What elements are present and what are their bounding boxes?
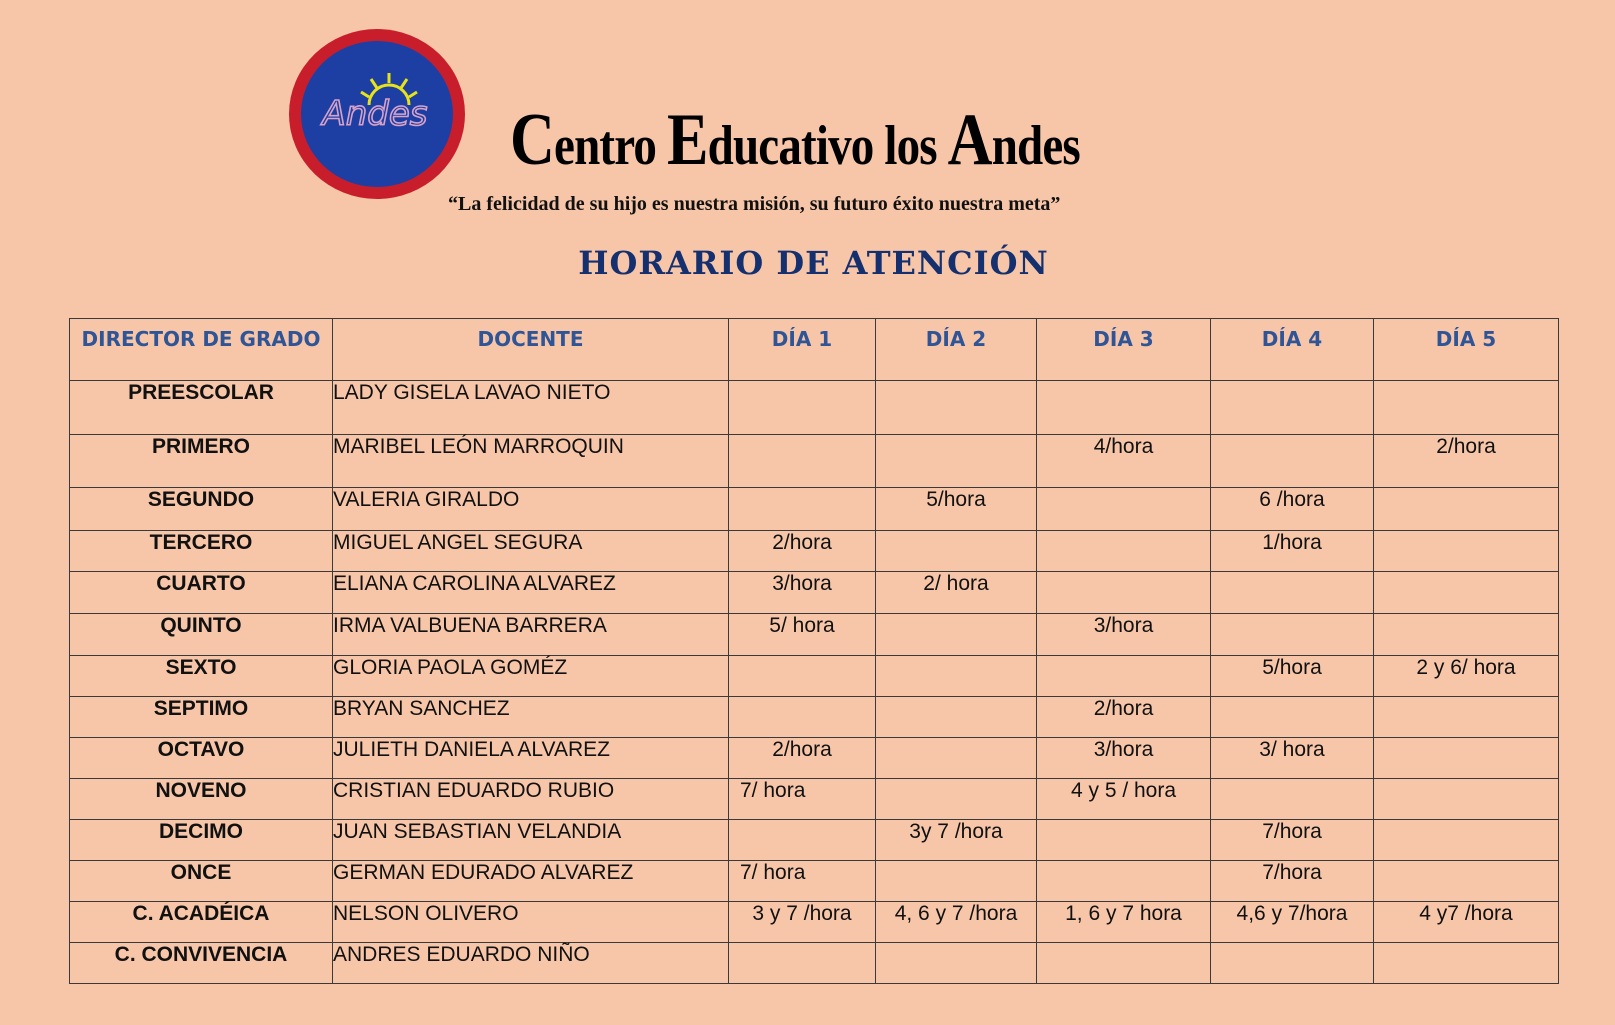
day-4-cell: 4,6 y 7/hora — [1211, 902, 1374, 943]
table-row — [70, 381, 1559, 435]
teacher-cell: ELIANA CAROLINA ALVAREZ — [333, 572, 729, 614]
teacher-cell: CRISTIAN EDUARDO RUBIO — [333, 779, 729, 820]
table-row — [70, 820, 1559, 861]
day-3-cell — [1037, 656, 1211, 697]
day-4-cell — [1211, 381, 1374, 435]
school-motto: “La felicidad de su hijo es nuestra misión, su futuro éxito nuestra meta” — [448, 193, 1061, 215]
day-1-cell: 5/ hora — [729, 614, 876, 656]
day-5-cell: 2 y 6/ hora — [1374, 656, 1559, 697]
day-5-cell: 4 y7 /hora — [1374, 902, 1559, 943]
table-row — [70, 614, 1559, 656]
day-1-cell: 3 y 7 /hora — [729, 902, 876, 943]
day-1-cell — [729, 656, 876, 697]
day-2-cell — [876, 435, 1037, 488]
day-3-cell — [1037, 943, 1211, 984]
day-3-cell: 4/hora — [1037, 435, 1211, 488]
day-3-cell — [1037, 820, 1211, 861]
day-2-cell — [876, 861, 1037, 902]
day-3-cell: 3/hora — [1037, 738, 1211, 779]
grade-cell: ONCE — [70, 861, 333, 902]
teacher-cell: JUAN SEBASTIAN VELANDIA — [333, 820, 729, 861]
teacher-cell: IRMA VALBUENA BARRERA — [333, 614, 729, 656]
column-header: DÍA 3 — [1037, 319, 1211, 381]
school-name: Centro Educativo los Andes — [510, 99, 1080, 181]
day-2-cell — [876, 697, 1037, 738]
day-1-cell: 2/hora — [729, 738, 876, 779]
day-1-cell — [729, 943, 876, 984]
day-5-cell — [1374, 738, 1559, 779]
day-3-cell — [1037, 488, 1211, 531]
day-4-cell — [1211, 614, 1374, 656]
day-1-cell — [729, 435, 876, 488]
day-4-cell: 6 /hora — [1211, 488, 1374, 531]
grade-cell: SEPTIMO — [70, 697, 333, 738]
teacher-cell: BRYAN SANCHEZ — [333, 697, 729, 738]
teacher-cell: MIGUEL ANGEL SEGURA — [333, 531, 729, 572]
grade-cell: QUINTO — [70, 614, 333, 656]
day-2-cell — [876, 656, 1037, 697]
day-2-cell: 3y 7 /hora — [876, 820, 1037, 861]
day-2-cell — [876, 943, 1037, 984]
table-row — [70, 531, 1559, 572]
day-4-cell — [1211, 435, 1374, 488]
day-4-cell: 7/hora — [1211, 861, 1374, 902]
school-logo — [285, 25, 469, 203]
teacher-cell: VALERIA GIRALDO — [333, 488, 729, 531]
day-1-cell: 2/hora — [729, 531, 876, 572]
day-4-cell — [1211, 943, 1374, 984]
day-3-cell: 2/hora — [1037, 697, 1211, 738]
day-2-cell: 2/ hora — [876, 572, 1037, 614]
column-header: DOCENTE — [333, 319, 729, 381]
grade-cell: CUARTO — [70, 572, 333, 614]
day-3-cell: 1, 6 y 7 hora — [1037, 902, 1211, 943]
day-1-cell: 3/hora — [729, 572, 876, 614]
grade-cell: TERCERO — [70, 531, 333, 572]
day-1-cell — [729, 488, 876, 531]
day-3-cell — [1037, 861, 1211, 902]
day-3-cell — [1037, 572, 1211, 614]
day-5-cell — [1374, 488, 1559, 531]
table-row — [70, 435, 1559, 488]
grade-cell: DECIMO — [70, 820, 333, 861]
teacher-cell: ANDRES EDUARDO NIÑO — [333, 943, 729, 984]
day-5-cell — [1374, 820, 1559, 861]
day-4-cell: 3/ hora — [1211, 738, 1374, 779]
day-2-cell — [876, 381, 1037, 435]
schedule-table — [69, 318, 1559, 984]
day-1-cell: 7/ hora — [729, 779, 876, 820]
grade-cell: C. ACADÉICA — [70, 902, 333, 943]
day-4-cell: 7/hora — [1211, 820, 1374, 861]
day-1-cell — [729, 697, 876, 738]
day-3-cell — [1037, 531, 1211, 572]
column-header: DÍA 4 — [1211, 319, 1374, 381]
day-5-cell — [1374, 531, 1559, 572]
day-5-cell: 2/hora — [1374, 435, 1559, 488]
column-header: DÍA 2 — [876, 319, 1037, 381]
day-2-cell — [876, 738, 1037, 779]
teacher-cell: GERMAN EDURADO ALVAREZ — [333, 861, 729, 902]
grade-cell: PREESCOLAR — [70, 381, 333, 435]
svg-text:Andes: Andes — [322, 94, 428, 134]
day-5-cell — [1374, 614, 1559, 656]
teacher-cell: NELSON OLIVERO — [333, 902, 729, 943]
day-1-cell: 7/ hora — [729, 861, 876, 902]
day-2-cell — [876, 614, 1037, 656]
teacher-cell: LADY GISELA LAVAO NIETO — [333, 381, 729, 435]
page-title: HORARIO DE ATENCIÓN — [578, 244, 1049, 282]
column-header: DÍA 1 — [729, 319, 876, 381]
day-5-cell — [1374, 697, 1559, 738]
day-4-cell: 5/hora — [1211, 656, 1374, 697]
column-header: DIRECTOR DE GRADO — [70, 319, 333, 381]
grade-cell: SEGUNDO — [70, 488, 333, 531]
day-1-cell — [729, 820, 876, 861]
column-header: DÍA 5 — [1374, 319, 1559, 381]
table-row — [70, 697, 1559, 738]
teacher-cell: JULIETH DANIELA ALVAREZ — [333, 738, 729, 779]
table-row — [70, 779, 1559, 820]
table-row — [70, 572, 1559, 614]
table-row — [70, 738, 1559, 779]
table-header-row — [70, 319, 1559, 381]
day-2-cell — [876, 779, 1037, 820]
day-3-cell: 4 y 5 / hora — [1037, 779, 1211, 820]
day-2-cell: 5/hora — [876, 488, 1037, 531]
day-5-cell — [1374, 861, 1559, 902]
table-row — [70, 861, 1559, 902]
grade-cell: OCTAVO — [70, 738, 333, 779]
day-3-cell: 3/hora — [1037, 614, 1211, 656]
day-5-cell — [1374, 943, 1559, 984]
day-5-cell — [1374, 572, 1559, 614]
grade-cell: PRIMERO — [70, 435, 333, 488]
day-4-cell — [1211, 779, 1374, 820]
teacher-cell: MARIBEL LEÓN MARROQUIN — [333, 435, 729, 488]
grade-cell: SEXTO — [70, 656, 333, 697]
day-4-cell: 1/hora — [1211, 531, 1374, 572]
day-5-cell — [1374, 779, 1559, 820]
table-row — [70, 902, 1559, 943]
table-row — [70, 488, 1559, 531]
table-row — [70, 943, 1559, 984]
day-1-cell — [729, 381, 876, 435]
table-row — [70, 656, 1559, 697]
day-2-cell: 4, 6 y 7 /hora — [876, 902, 1037, 943]
grade-cell: C. CONVIVENCIA — [70, 943, 333, 984]
day-5-cell — [1374, 381, 1559, 435]
day-4-cell — [1211, 572, 1374, 614]
day-2-cell — [876, 531, 1037, 572]
day-3-cell — [1037, 381, 1211, 435]
grade-cell: NOVENO — [70, 779, 333, 820]
teacher-cell: GLORIA PAOLA GOMÉZ — [333, 656, 729, 697]
day-4-cell — [1211, 697, 1374, 738]
